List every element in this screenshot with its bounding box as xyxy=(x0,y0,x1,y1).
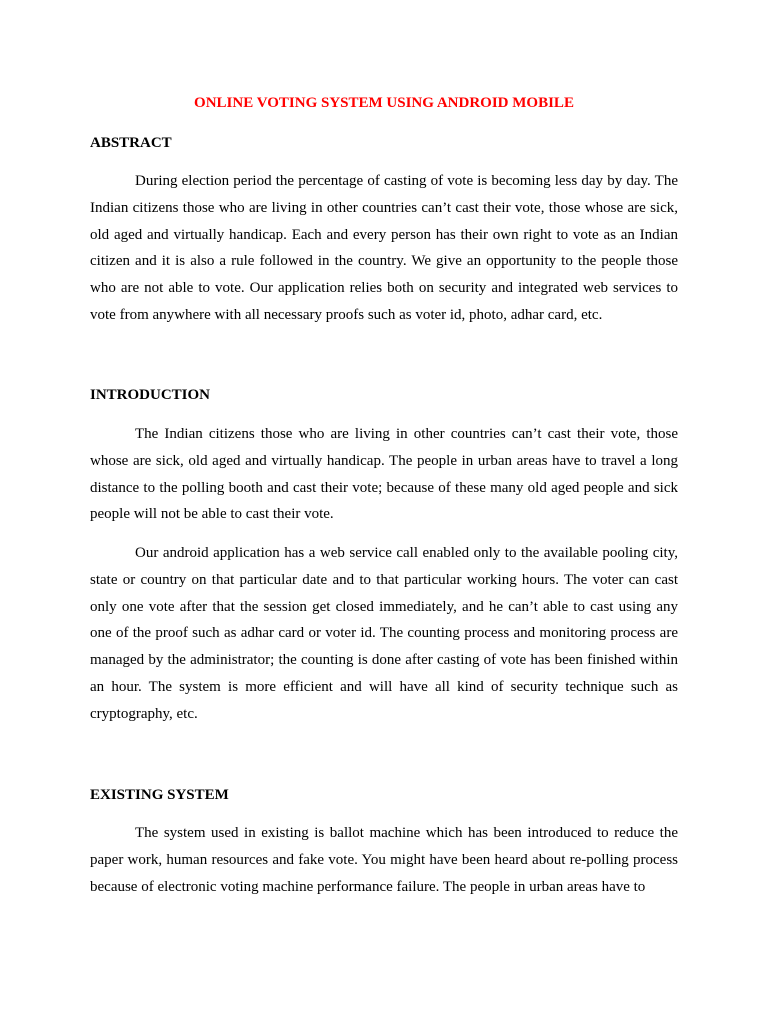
introduction-heading: INTRODUCTION xyxy=(90,387,211,403)
existing-system-heading: EXISTING SYSTEM xyxy=(90,787,229,803)
existing-system-paragraph: The system used in existing is ballot machine which has been introduced to reduce the paper work, human resources and fake vote. You might have been heard about re-polling process because of electronic voting machine performance failure. The people in urban areas have to xyxy=(90,825,678,895)
introduction-paragraph-1: The Indian citizens those who are living in other countries can’t cast their vote, those whose are sick, old aged and virtually handicap. The people in urban areas have to travel a long distance to the polling booth and cast their vote; because of these many old aged people and sick people will not be able to cast their vote. xyxy=(90,426,678,523)
introduction-paragraph-2: Our android application has a web service call enabled only to the available pooling city, state or country on that particular date and to that particular working hours. The voter can cast only one vote after that the session get closed immediately, and he can’t able to cast using any one of the proof such as adhar card or voter id. The counting process and monitoring process are managed by the administrator; the counting is done after casting of vote has been finished within an hour. The system is more efficient and will have all kind of security technique such as cryptography, etc. xyxy=(90,545,678,722)
abstract-heading: ABSTRACT xyxy=(90,135,172,151)
abstract-paragraph: During election period the percentage of casting of vote is becoming less day by day. The Indian citizens those who are living in other countries can’t cast their vote, those whose are sick, old aged and virtually handicap. Each and every person has their own right to vote as an Indian citizen and it is also a rule followed in the country. We give an opportunity to the people those who are not able to vote. Our application relies both on security and integrated web services to vote from anywhere with all necessary proofs such as voter id, photo, adhar card, etc. xyxy=(90,173,678,323)
document-title: ONLINE VOTING SYSTEM USING ANDROID MOBILE xyxy=(194,95,574,111)
